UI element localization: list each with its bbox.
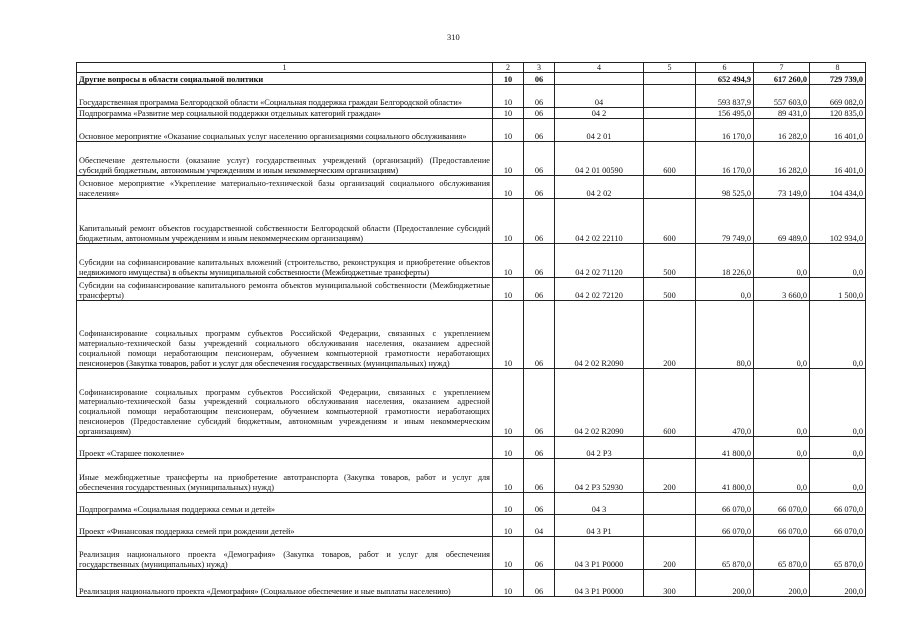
row-name: Основное мероприятие «Укрепление материально-технической базы организаций социального обслуживания населения» <box>77 176 493 199</box>
table-row <box>77 73 866 85</box>
row-name: Основное мероприятие «Оказание социальных услуг населению организациями социального обслуживания» <box>77 119 493 142</box>
row-amount-year-3: 729 739,0 <box>810 73 866 85</box>
col-header-6: 6 <box>696 63 754 73</box>
row-name: Проект «Финансовая поддержка семей при рождении детей» <box>77 515 493 537</box>
table-row <box>77 369 866 437</box>
row-target-article: 04 2 <box>555 108 644 119</box>
col-header-8: 8 <box>810 63 866 73</box>
row-amount-year-2: 73 149,0 <box>754 176 810 199</box>
row-subsection: 06 <box>524 73 555 85</box>
row-amount-year-1: 16 170,0 <box>696 119 754 142</box>
table-row <box>77 108 866 119</box>
row-amount-year-1: 41 800,0 <box>696 459 754 493</box>
row-amount-year-1: 41 800,0 <box>696 437 754 459</box>
row-section: 10 <box>493 537 524 570</box>
row-section: 10 <box>493 369 524 437</box>
row-amount-year-2: 66 070,0 <box>754 515 810 537</box>
row-target-article: 04 2 02 22110 <box>555 199 644 244</box>
row-expense-type <box>644 73 696 85</box>
row-target-article: 04 3 P1 P0000 <box>555 537 644 570</box>
col-header-4: 4 <box>555 63 644 73</box>
budget-table <box>76 62 866 597</box>
row-amount-year-2: 0,0 <box>754 369 810 437</box>
row-name: Реализация национального проекта «Демография» (Социальное обеспечение и ные выплаты населению) <box>77 570 493 597</box>
page-number: 310 <box>447 32 460 42</box>
header-row <box>77 63 866 73</box>
row-expense-type <box>644 176 696 199</box>
row-target-article: 04 3 <box>555 493 644 515</box>
row-target-article: 04 2 P3 52930 <box>555 459 644 493</box>
row-amount-year-2: 617 260,0 <box>754 73 810 85</box>
row-amount-year-2: 66 070,0 <box>754 493 810 515</box>
row-amount-year-2: 200,0 <box>754 570 810 597</box>
table-row <box>77 459 866 493</box>
col-header-7: 7 <box>754 63 810 73</box>
row-amount-year-1: 16 170,0 <box>696 142 754 176</box>
row-amount-year-1: 470,0 <box>696 369 754 437</box>
row-name: Государственная программа Белгородской области «Социальная поддержка граждан Белгородской области» <box>77 85 493 108</box>
row-section: 10 <box>493 119 524 142</box>
row-section: 10 <box>493 244 524 278</box>
table-row <box>77 244 866 278</box>
row-subsection: 04 <box>524 515 555 537</box>
row-section: 10 <box>493 459 524 493</box>
row-subsection: 06 <box>524 278 555 301</box>
row-subsection: 06 <box>524 369 555 437</box>
row-expense-type: 300 <box>644 570 696 597</box>
row-name: Другие вопросы в области социальной политики <box>77 73 493 85</box>
row-name: Обеспечение деятельности (оказание услуг) государственных учреждений (организаций) (Предоставление субсидий бюджетным, автономным учреждениям и иным некоммерческим организациям) <box>77 142 493 176</box>
row-amount-year-1: 593 837,9 <box>696 85 754 108</box>
row-amount-year-3: 66 070,0 <box>810 493 866 515</box>
row-name: Проект «Старшее поколение» <box>77 437 493 459</box>
table-row <box>77 301 866 369</box>
table-body <box>77 73 866 597</box>
col-header-2: 2 <box>493 63 524 73</box>
row-section: 10 <box>493 108 524 119</box>
row-amount-year-3: 0,0 <box>810 244 866 278</box>
row-section: 10 <box>493 301 524 369</box>
row-amount-year-2: 16 282,0 <box>754 119 810 142</box>
row-name: Капитальный ремонт объектов государственной собственности Белгородской области (Предоставление субсидий бюджетным, автономным учреждениям и иным некоммерческим организациям) <box>77 199 493 244</box>
row-section: 10 <box>493 515 524 537</box>
row-target-article: 04 3 P1 P0000 <box>555 570 644 597</box>
row-amount-year-1: 98 525,0 <box>696 176 754 199</box>
col-header-1: 1 <box>77 63 493 73</box>
row-amount-year-1: 79 749,0 <box>696 199 754 244</box>
row-amount-year-1: 18 226,0 <box>696 244 754 278</box>
row-expense-type: 200 <box>644 301 696 369</box>
row-name: Иные межбюджетные трансферты на приобретение автотранспорта (Закупка товаров, работ и услуг для обеспечения государственных (муниципальных) нужд) <box>77 459 493 493</box>
row-subsection: 06 <box>524 459 555 493</box>
row-amount-year-3: 200,0 <box>810 570 866 597</box>
row-section: 10 <box>493 142 524 176</box>
row-target-article: 04 2 02 <box>555 176 644 199</box>
row-amount-year-3: 104 434,0 <box>810 176 866 199</box>
row-expense-type <box>644 437 696 459</box>
table-row <box>77 437 866 459</box>
row-expense-type: 600 <box>644 369 696 437</box>
row-amount-year-3: 16 401,0 <box>810 119 866 142</box>
row-section: 10 <box>493 73 524 85</box>
row-amount-year-3: 65 870,0 <box>810 537 866 570</box>
row-target-article: 04 2 02 72120 <box>555 278 644 301</box>
row-expense-type <box>644 108 696 119</box>
row-target-article: 04 2 01 <box>555 119 644 142</box>
row-subsection: 06 <box>524 108 555 119</box>
row-target-article: 04 2 01 00590 <box>555 142 644 176</box>
row-amount-year-2: 0,0 <box>754 301 810 369</box>
row-amount-year-3: 102 934,0 <box>810 199 866 244</box>
row-subsection: 06 <box>524 176 555 199</box>
row-subsection: 06 <box>524 493 555 515</box>
table-row <box>77 278 866 301</box>
row-amount-year-2: 557 603,0 <box>754 85 810 108</box>
row-amount-year-2: 0,0 <box>754 459 810 493</box>
row-section: 10 <box>493 199 524 244</box>
row-amount-year-3: 66 070,0 <box>810 515 866 537</box>
row-amount-year-3: 1 500,0 <box>810 278 866 301</box>
row-name: Субсидии на софинансирование капитальных вложений (строительство, реконструкция и приобретение объектов недвижимого имущества) в объекты муниципальной собственности (Межбюджетные трансферты) <box>77 244 493 278</box>
row-section: 10 <box>493 176 524 199</box>
row-subsection: 06 <box>524 301 555 369</box>
row-amount-year-1: 65 870,0 <box>696 537 754 570</box>
row-amount-year-3: 0,0 <box>810 437 866 459</box>
row-target-article: 04 <box>555 85 644 108</box>
row-target-article: 04 2 02 71120 <box>555 244 644 278</box>
table-row <box>77 85 866 108</box>
row-amount-year-2: 0,0 <box>754 244 810 278</box>
row-expense-type <box>644 119 696 142</box>
row-amount-year-1: 66 070,0 <box>696 493 754 515</box>
row-amount-year-3: 16 401,0 <box>810 142 866 176</box>
row-amount-year-1: 66 070,0 <box>696 515 754 537</box>
row-amount-year-1: 200,0 <box>696 570 754 597</box>
row-name: Субсидии на софинансирование капитального ремонта объектов муниципальной собственности (Межбюджетные трансферты) <box>77 278 493 301</box>
row-name: Софинансирование социальных программ субъектов Российской Федерации, связанных с укреплением материально-технической базы учреждений социального обслуживания населения, оказанием адресной социальной помощи неработающим пенсионерам, обучением компьютерной грамотности неработающих пенсионеров (Закупка товаров, работ и услуг для обеспечения государственных (муниципальных) нужд) <box>77 301 493 369</box>
row-amount-year-3: 0,0 <box>810 459 866 493</box>
table-row <box>77 199 866 244</box>
row-expense-type <box>644 515 696 537</box>
row-amount-year-3: 669 082,0 <box>810 85 866 108</box>
row-amount-year-1: 80,0 <box>696 301 754 369</box>
row-target-article <box>555 73 644 85</box>
row-expense-type: 200 <box>644 537 696 570</box>
row-amount-year-3: 0,0 <box>810 369 866 437</box>
row-subsection: 06 <box>524 437 555 459</box>
row-name: Софинансирование социальных программ субъектов Российской Федерации, связанных с укреплением материально-технической базы учреждений социального обслуживания населения, оказанием адресной социальной помощи неработающим пенсионерам, обучением компьютерной грамотности неработающих пенсионеров (Предоставление субсидий бюджетным, автономным учреждениям и иным некоммерческим организациям) <box>77 369 493 437</box>
row-amount-year-2: 89 431,0 <box>754 108 810 119</box>
row-name: Подпрограмма «Социальная поддержка семьи и детей» <box>77 493 493 515</box>
row-section: 10 <box>493 493 524 515</box>
row-subsection: 06 <box>524 119 555 142</box>
row-expense-type: 600 <box>644 199 696 244</box>
row-subsection: 06 <box>524 570 555 597</box>
table-row <box>77 142 866 176</box>
row-target-article: 04 2 02 R2090 <box>555 301 644 369</box>
table-row <box>77 570 866 597</box>
row-expense-type: 500 <box>644 244 696 278</box>
row-amount-year-2: 69 489,0 <box>754 199 810 244</box>
col-header-3: 3 <box>524 63 555 73</box>
row-target-article: 04 2 P3 <box>555 437 644 459</box>
table-row <box>77 537 866 570</box>
row-amount-year-1: 0,0 <box>696 278 754 301</box>
row-name: Подпрограмма «Развитие мер социальной поддержки отдельных категорий граждан» <box>77 108 493 119</box>
table-row <box>77 176 866 199</box>
row-target-article: 04 2 02 R2090 <box>555 369 644 437</box>
col-header-5: 5 <box>644 63 696 73</box>
row-amount-year-3: 0,0 <box>810 301 866 369</box>
row-amount-year-3: 120 835,0 <box>810 108 866 119</box>
row-amount-year-1: 652 494,9 <box>696 73 754 85</box>
row-subsection: 06 <box>524 537 555 570</box>
row-subsection: 06 <box>524 199 555 244</box>
row-expense-type <box>644 85 696 108</box>
row-subsection: 06 <box>524 244 555 278</box>
row-name: Реализация национального проекта «Демография» (Закупка товаров, работ и услуг для обеспечения государственных (муниципальных) нужд) <box>77 537 493 570</box>
row-expense-type: 600 <box>644 142 696 176</box>
row-amount-year-2: 16 282,0 <box>754 142 810 176</box>
row-section: 10 <box>493 570 524 597</box>
row-amount-year-2: 3 660,0 <box>754 278 810 301</box>
row-subsection: 06 <box>524 142 555 176</box>
row-section: 10 <box>493 278 524 301</box>
table-row <box>77 119 866 142</box>
row-subsection: 06 <box>524 85 555 108</box>
row-expense-type <box>644 493 696 515</box>
row-target-article: 04 3 P1 <box>555 515 644 537</box>
row-expense-type: 500 <box>644 278 696 301</box>
row-section: 10 <box>493 437 524 459</box>
row-amount-year-1: 156 495,0 <box>696 108 754 119</box>
table-row <box>77 493 866 515</box>
row-amount-year-2: 0,0 <box>754 437 810 459</box>
row-expense-type: 200 <box>644 459 696 493</box>
row-amount-year-2: 65 870,0 <box>754 537 810 570</box>
row-section: 10 <box>493 85 524 108</box>
table-row <box>77 515 866 537</box>
